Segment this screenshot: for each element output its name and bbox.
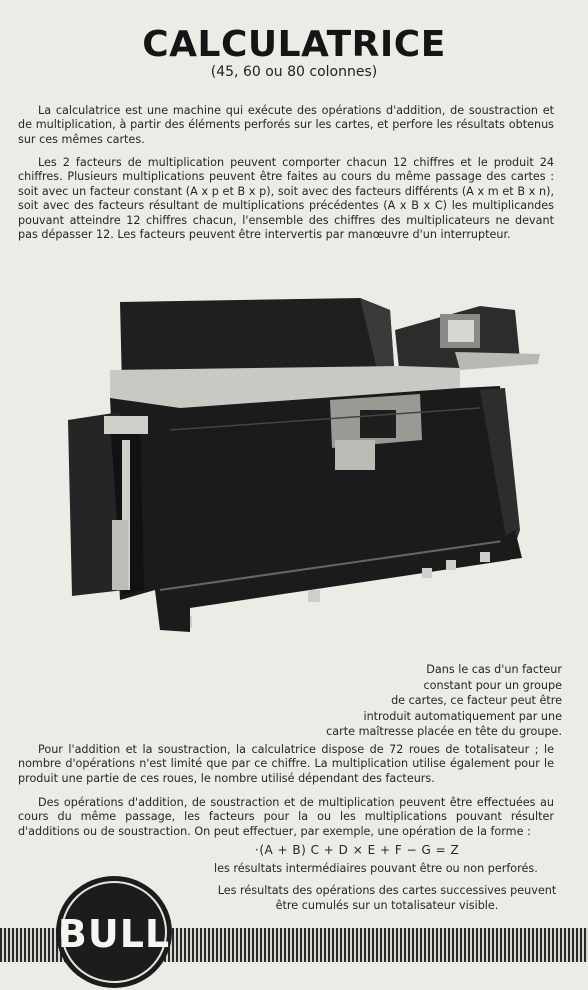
- logo-text: BULL: [57, 912, 171, 956]
- calculator-machine-illustration: [60, 290, 550, 670]
- closing-paragraph: Les résultats des opérations des cartes successives peuvent être cumulés sur un totalisateur visible.: [217, 884, 557, 912]
- paragraph-addition: Pour l'addition et la soustraction, la calculatrice dispose de 72 roues de totalisateur ; le nombre d'opérations n'est limité que par ce chiffre. La multiplication utilise également pour le produit une partie de ces roues, le nombre utilisé dépendant des facteurs.: [18, 743, 554, 785]
- intermediate-results-note: les résultats intermédiaires pouvant être ou non perforés.: [214, 862, 538, 875]
- paragraph-intro: La calculatrice est une machine qui exécute des opérations d'addition, de soustraction et de multiplication, à partir des éléments perforés sur les cartes, et perfore les résultats obtenus sur ces mêmes cartes.: [18, 104, 554, 146]
- machine-caption: Dans le cas d'un facteur constant pour un groupe de cartes, ce facteur peut être introduit automatiquement par une carte maîtresse placée en tête du groupe.: [326, 663, 562, 739]
- paragraph-multiplication: Les 2 facteurs de multiplication peuvent comporter chacun 12 chiffres et le produit 24 chiffres. Plusieurs multiplications peuvent être faites au cours du même passage des cartes : soit avec un facteur constant (A x p et B x p), soit avec des facteurs différents (A x m et B x n), soit avec des facteurs résultant de multiplications précédentes (A x B x C) les multiplicandes pouvant atteindre 12 chiffres chacun, l'ensemble des chiffres des multiplicateurs ne devant pas dépasser 12. Les facteurs peuvent être intervertis par manœuvre d'un interrupteur.: [18, 156, 554, 242]
- page-subtitle: (45, 60 ou 80 colonnes): [210, 64, 378, 80]
- formula: ·(A + B) C + D × E + F − G = Z: [255, 843, 460, 857]
- page-title: CALCULATRICE: [142, 24, 446, 65]
- paragraph-combined-operations: Des opérations d'addition, de soustraction et de multiplication peuvent être effectuées au cours du même passage, les facteurs pour la ou les multiplications pouvant résulter d'additions ou de soustraction. On peut effectuer, par exemple, une opération de la forme :: [18, 796, 554, 838]
